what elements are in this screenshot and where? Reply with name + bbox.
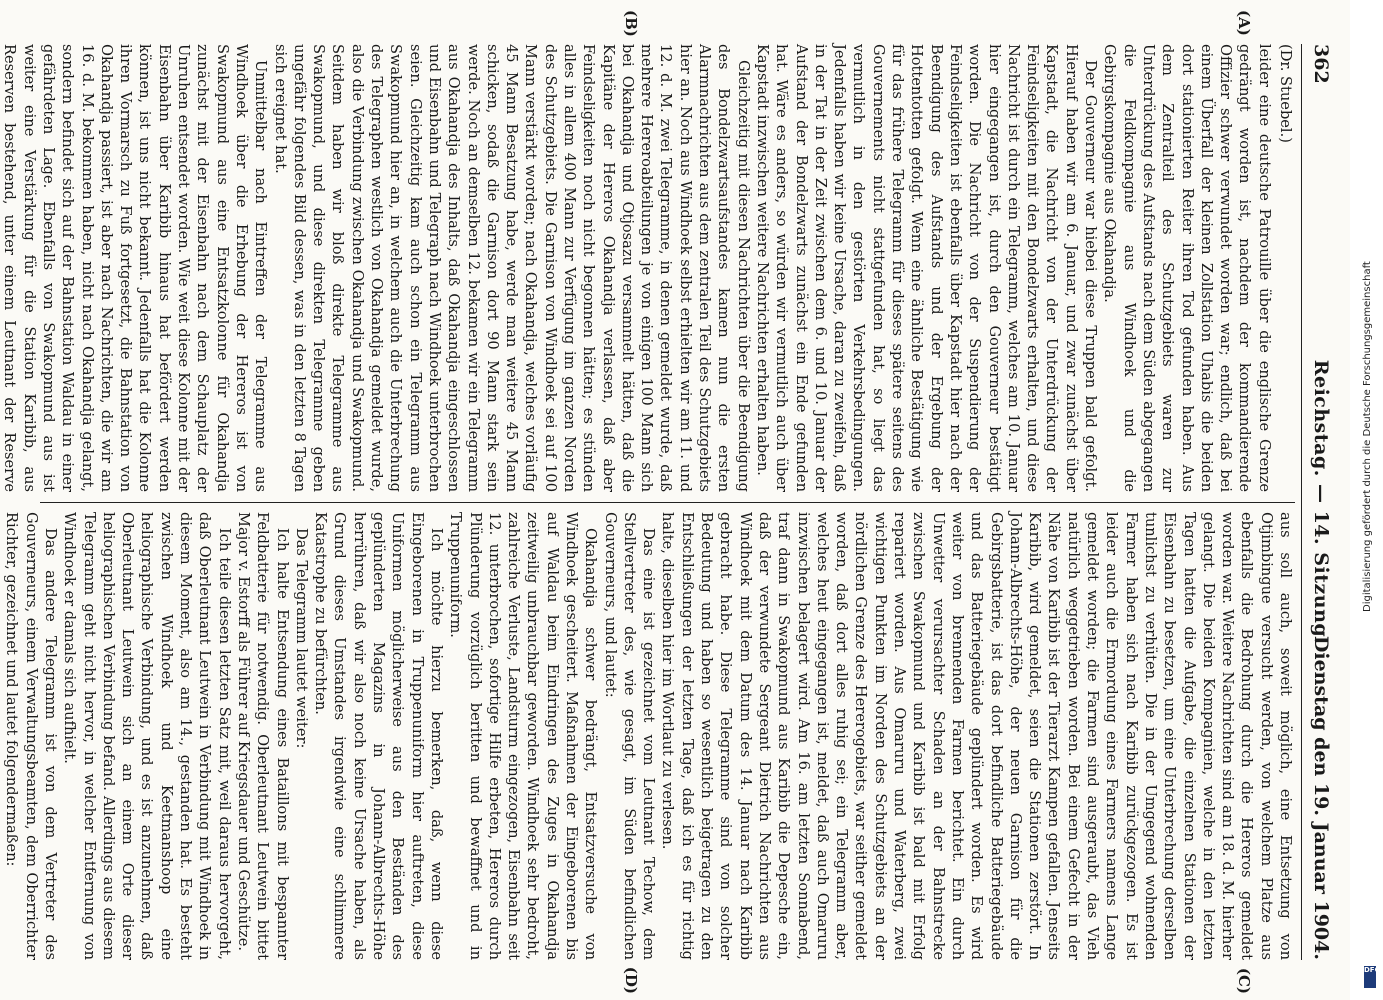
paragraph: Das eine ist gezeichnet vom Leutnant Techow, dem Stellvertreter des, wie gesagt, im Süden befindlichen Gouverneurs, und lautet:	[601, 512, 658, 960]
paragraph: Das Telegramm lautet weiter:	[292, 528, 310, 749]
margin-mark-b: (B)	[622, 10, 640, 37]
dfg-logo-icon: DFG	[1364, 966, 1376, 988]
page-header	[1301, 44, 1336, 960]
paragraph: Das andere Telegramm ist von dem Vertreter des Gouverneurs, einem Verwaltungsbeamten, dem Oberrichter Richter, gezeichnet und lautet folgendermaßen:	[3, 512, 59, 960]
page-number: 362	[1310, 44, 1332, 84]
page-title: Reichstag. — 14. Sitzung.	[1310, 359, 1332, 645]
margin-mark-c: (C)	[1235, 967, 1253, 994]
paragraph: Ich möchte hierzu bemerken, daß, wenn diese Eingeborenen in Truppenuniform hier auftreten, diese Uniformen möglicherweise aus den Beständen des geplünderten Magazins in Johann-Albrechts-Höhe herrühren, daß wir also noch keine Ursache haben, als Grund dieses Umstandes irgendwie eine schlimmere Katastrophe zu befürchten.	[312, 512, 445, 960]
paragraph: Der Gouverneur war hiebei diese Truppen bald gefolgt. Hierauf haben wir am 6. Januar, und zwar zunächst über Kapstadt, die Nachricht von der Unterdrückung der Feindseligkeiten mit den Bondelzwarts erhalten, und diese Nachricht ist durch ein Telegramm, welches am 10. Januar hier eingegangen ist, durch den Gouverneur bestätigt worden. Die Nachricht von der Suspendierung der Feindseligkeiten ist ebenfalls über Kapstadt hier nach der Beendigung des Aufstands und der Ergebung der Hottentotten gefolgt. Wenn eine ähnliche Bestätigung wie für das frühere Telegramm für dieses spätere seitens des Gouvernements nicht stattgefunden hat, so liegt das vermutlich in den gestörten Verkehrsbedingungen. Jedenfalls haben wir keine Ursache, daran zu zweifeln, daß in der Tat in der Zeit zwischen dem 6. und 10. Januar der Aufstand der Bondelzwarts zunächst ein Ende gefunden hat. Wäre es anders, so würden wir vermutlich auch über Kapstadt inzwischen weitere Nachrichten erhalten haben.	[753, 44, 1100, 492]
session-date: Dienstag den 19. Januar 1904.	[1310, 635, 1332, 960]
column-divider	[40, 502, 1295, 503]
telegram-text: Okahandja schwer bedrängt, Entsatzversuche von Windhoek gescheitert. Maßnahmen der Eingeborenen bis auf Waldau beim Eindringen des Zuges in Okahandja zeitweilig unbrauchbar geworden. Windhoek sehr bedroht, zahlreiche Verluste, Landsturm eingezogen, Eisenbahn seit 12. unterbrochen, sofortige Hilfe erbeten, Hereros durch Plünderung vorzüglich beritten und bewaffnet und in Truppenuniform.	[447, 512, 600, 960]
left-column	[1, 44, 1295, 492]
paragraph: Ich teile diesen letzten Satz mit, weil daraus hervorgeht, daß Oberleutnant Leutwein in Verbindung mit Windhoek in diesem Moment, also am 14., gestanden hat. Es besteht zwischen Windhoek und Keetmanshoop eine heliographische Verbindung, und es ist anzunehmen, daß Oberleutnant Leutwein sich an einem Orte dieser heliographischen Verbindung befand. Allerdings aus diesem Telegramm geht nicht hervor, in welcher Entfernung von Windhoek er damals sich aufhielt.	[61, 512, 233, 960]
paragraph: leider eine deutsche Patrouille über die englische Grenze gedrängt worden ist, nachdem der kommandierende Offizier schwer verwundet worden war; endlich, daß bei einem Überfall der kleinen Zollstation Uhabis die beiden dort stationierten Reiter ihren Tod gefunden haben. Aus dem Zentralteil des Schutzgebiets waren zur Unterdrückung des Aufstands nach dem Süden abgegangen die Feldkompagnie aus Windhoek und die Gebirgskompagnie aus Okahandja.	[1101, 44, 1273, 492]
speaker-label: (Dr. Stuebel.)	[1277, 44, 1294, 143]
paragraph: Gleichzeitig mit diesen Nachrichten über die Beendigung des Bondelzwartsaufstandes kamen nun die ersten Alarmnachrichten aus dem zentralen Teil des Schutzgebiets hier an. Noch aus Windhoek selbst erhielten wir am 11. und 12. d. M. zwei Telegramme, in denen gemeldet wurde, daß mehrere Hereroabteilungen je von einigen 100 Mann sich bei Okahandja und Otjosazu versammelt hätten, daß die Kapitäne der Hereros Okahandja verlassen, daß aber Feindseligkeiten noch nicht begonnen hätten; es stünden alles in allem 400 Mann zur Verfügung im ganzen Norden des Schutzgebiets. Die Garnison von Windhoek sei auf 100 Mann verstärkt worden; nach Okahandja, welches vorläufig 45 Mann Besatzung habe, werde man weitere 45 Mann schicken, sodaß die Garnison dort 90 Mann stark sein werde. Noch an demselben 12. bekamen wir ein Telegramm aus Okahandja des Inhalts, daß Okahandja eingeschlossen und Eisenbahn und Telegraph nach Windhoek unterbrochen seien. Gleichzeitig kam auch schon ein Telegramm aus Swakopmund hier an, in welchem auch die Unterbrechung des Telegraphen westlich von Okahandja gemeldet wurde, also die Verbindung zwischen Okahandja und Swakopmund. Seitdem haben wir bloß direkte Telegramme aus Swakopmund, und diese direkten Telegramme geben ungefähr folgendes Bild dessen, was in den letzten 8 Tagen sich ereignet hat.	[271, 44, 752, 492]
paragraph: aus soll auch, soweit möglich, eine Entsetzung von Otjimbingue versucht werden, von welchem Platze aus ebenfalls die Bedrohung durch die Hereros gemeldet worden war. Weitere Nachrichten sind am 18. d. M. hierher gelangt. Die beiden Kompagnien, welche in den letzten Tagen hatten die Aufgabe, die einzelnen Stationen der Eisenbahn zu besetzen, um eine Unterbrechung derselben tunlichst zu verhüten. Die in der Umgegend wohnenden Farmer haben sich nach Karibib zurückgezogen. Es ist leider auch die Ermordung eines Farmers namens Lange gemeldet worden; die Farmen sind ausgeraubt, das Vieh natürlich weggetrieben worden. Bei einem Gefecht in der Nähe von Karibib ist der Tierarzt Kampen gefallen. Jenseits Karibib, wird gemeldet, seien die Stationen zerstört. In Johann-Albrechts-Höhe, der neuen Garnison für die Gebirgsbatterie, ist das dort befindliche Batteriegebäude und das Batteriegebäude geplündert worden. Es wird weiter von brennenden Farmen berichtet. Ein durch Unwetter verursachter Schaden an der Bahnstrecke zwischen Swakopmund und Karibib ist bald mit Erfolg repariert worden. Aus Omaruru und Waterberg, zwei wichtigen Punkten im Norden des Schutzgebiets an der nördlichen Grenze des Hererogebiets, war seither gemeldet worden, daß dort alles ruhig sei; ein Telegramm aber, welches heut eingegangen ist, meldet, daß auch Omaruru inzwischen belagert wird. Am 16. am letzten Sonnabend, traf dann in Swakopmund aus Karibib die Depesche ein, daß der verwundete Sergeant Dietrich Nachrichten aus Windhoek mit dem Datum des 14. Januar nach Karibib gebracht habe. Diese Telegramme sind von solcher Bedeutung und haben so wesentlich beigetragen zu den Entschließungen der letzten Tage, daß ich es für richtig halte, dieselben hier im Wortlaut zu verlesen.	[659, 512, 1294, 960]
digitization-credit: Digitalisierung gefördert durch die Deutsche Forschungsgemeinschaft	[1362, 261, 1373, 612]
margin-mark-d: (D)	[622, 966, 640, 994]
telegram-text: Ich halte Entsendung eines Bataillons mit bespannter Feldbatterie für notwendig. Oberleutnant Leutwein bittet Major v. Estorff als Führer auf Kriegsdauer und Geschütze.	[234, 512, 291, 960]
telegram-text	[0, 512, 2, 960]
right-column	[3, 512, 1295, 960]
paragraph: Unmittelbar nach Eintreffen der Telegramme aus Windhoek über die Erhebung der Hereros ist von Swakopmund aus eine Entsatzkolonne für Okahandja zunächst mit der Eisenbahn nach dem Schauplatz der Unruhen entsendet worden. Wie weit diese Kolonne mit der Eisenbahn über Karibib hinaus hat befördert werden können, ist uns nicht bekannt. Jedenfalls hat die Kolonne ihren Vormarsch zu Fuß fortgesetzt, die Bahnstation von Okahandja passiert, ist aber nach Nachrichten, die wir am 16. d. M. bekommen haben, nicht nach Okahandja gelangt, sondern befindet sich auf der Bahnstation Waldau in einer gefährdeten Lage. Ebenfalls von Swakopmund aus ist weiter eine Verstärkung für die Station Karibib, aus Reserven bestehend, unter einem Leutnant der Reserve	[1, 44, 270, 492]
text-columns	[1, 10, 1295, 994]
margin-mark-a: (A)	[1235, 10, 1253, 36]
